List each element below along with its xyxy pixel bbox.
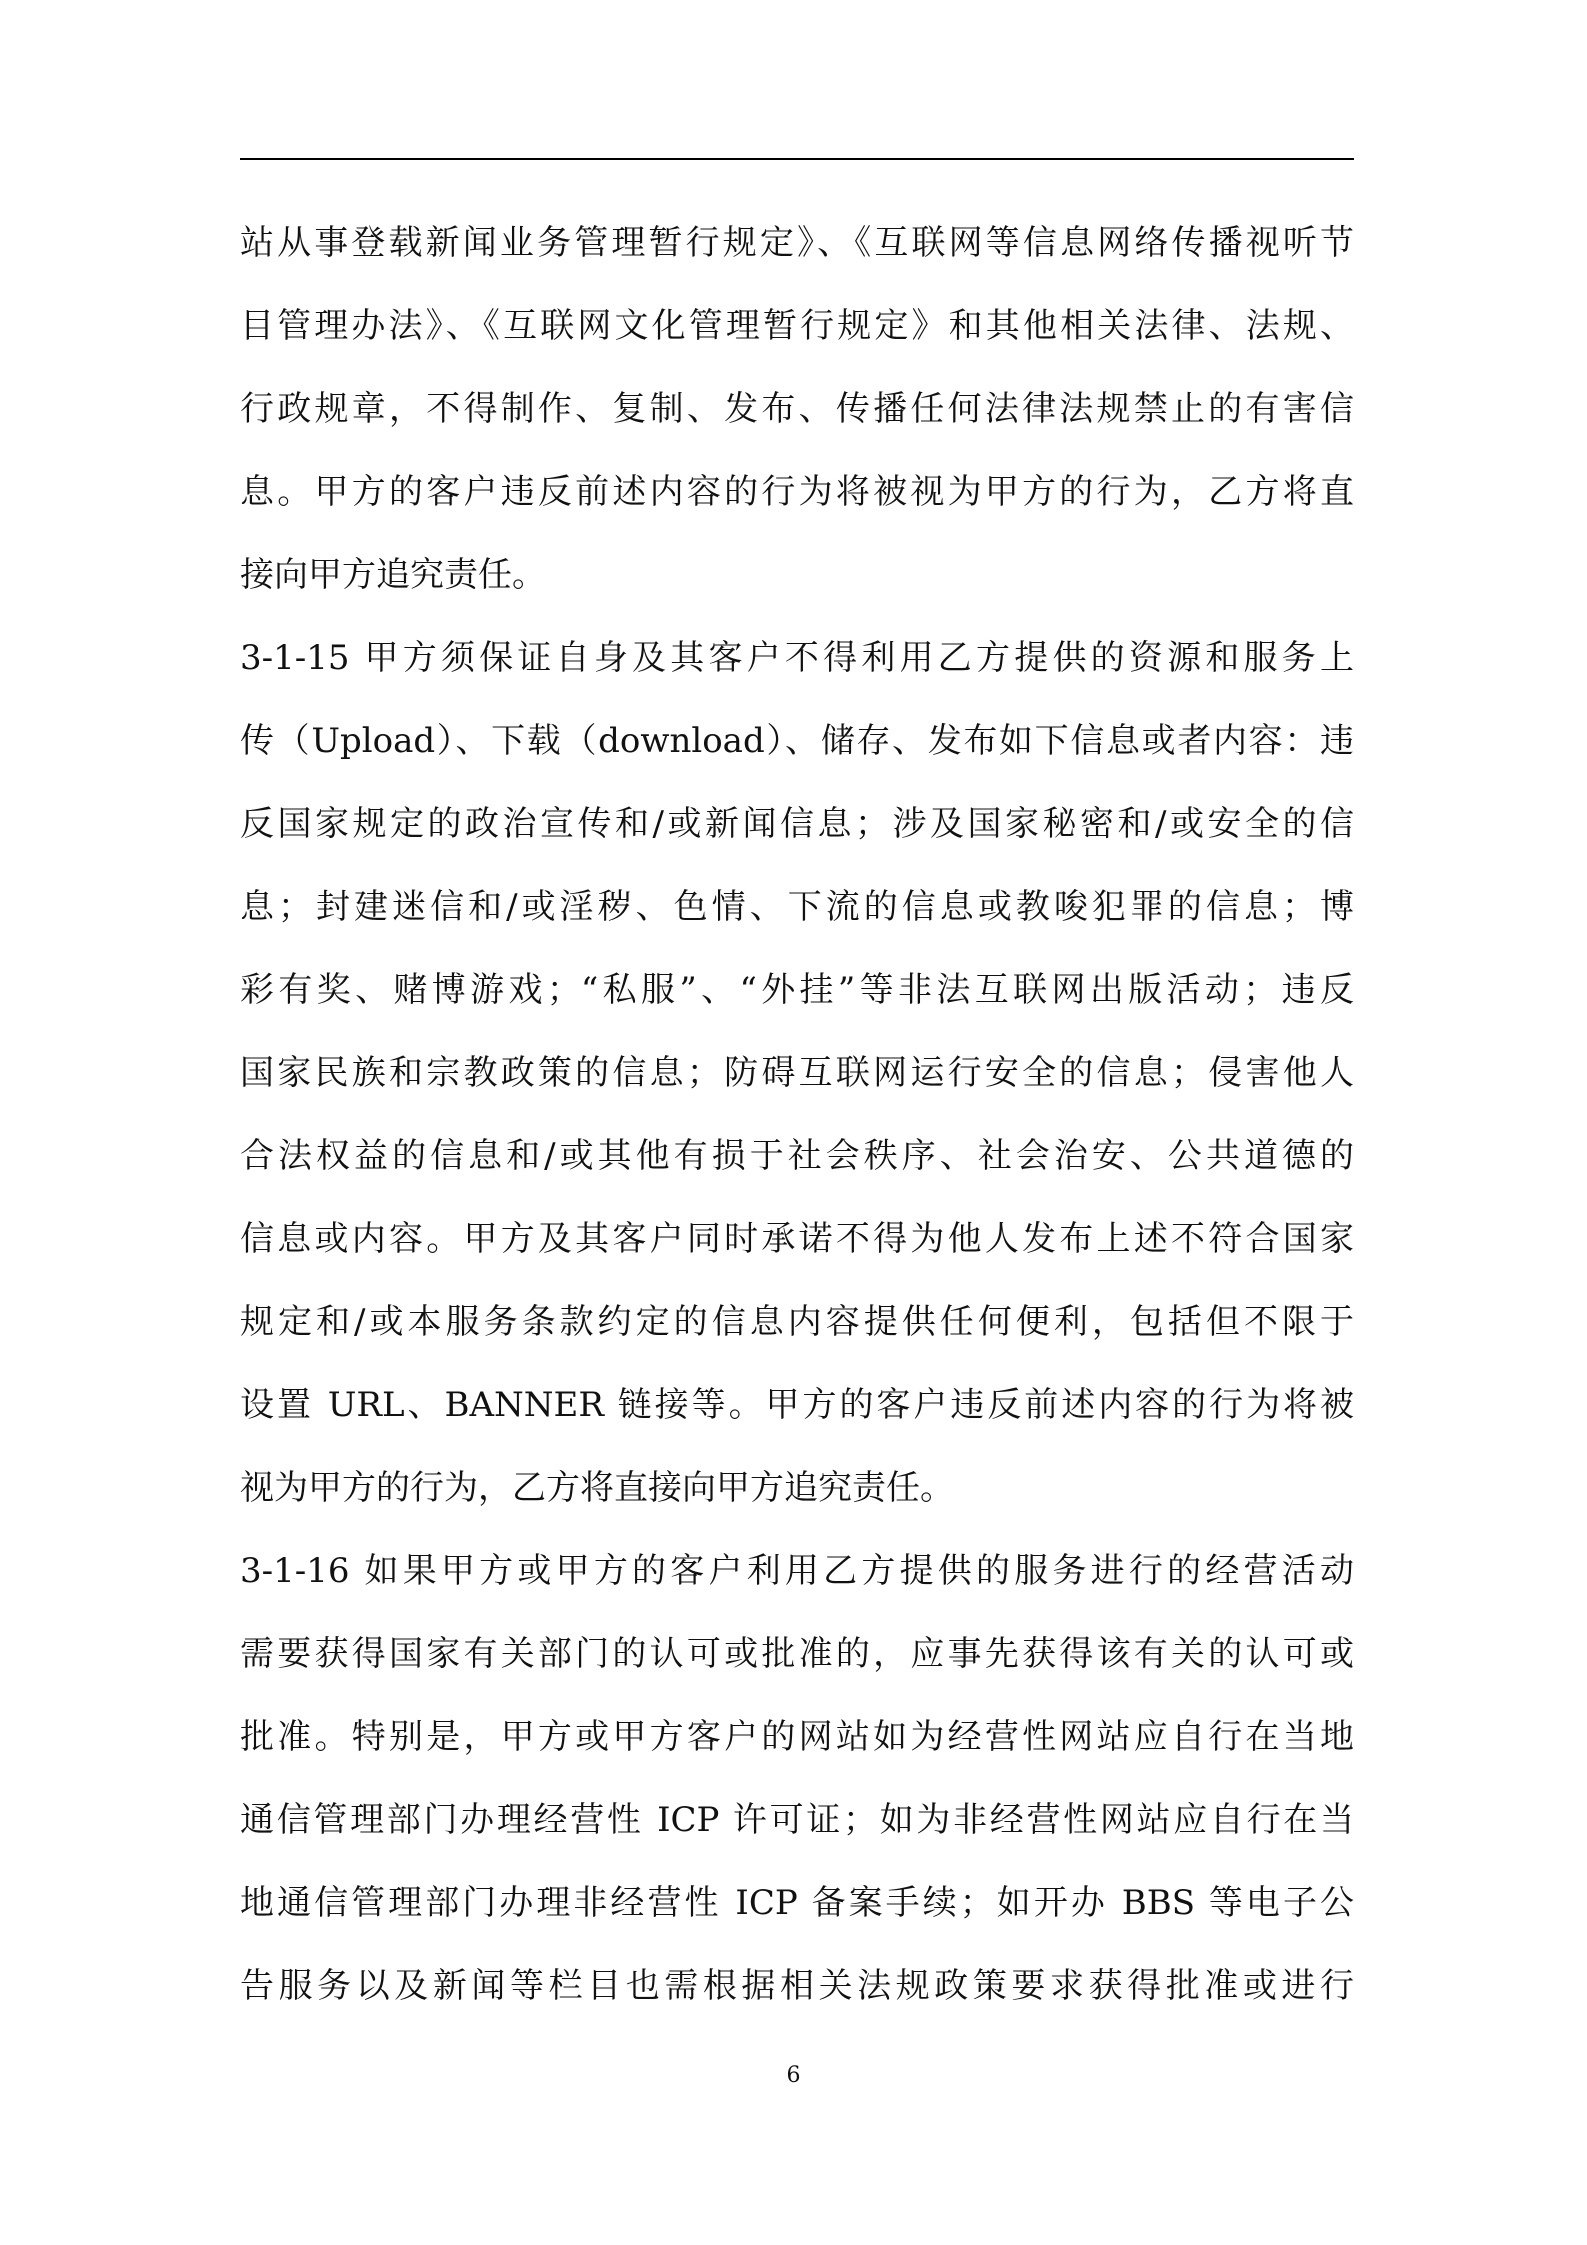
text-line: 国家民族和宗教政策的信息；防碍互联网运行安全的信息；侵害他人 [240, 1053, 1354, 1093]
text-line: 站从事登载新闻业务管理暂行规定》、《互联网等信息网络传播视听节 [240, 223, 1354, 263]
text-line: 3-1-15 甲方须保证自身及其客户不得利用乙方提供的资源和服务上 [240, 638, 1354, 678]
text-line: 彩有奖、赌博游戏；“私服”、“外挂”等非法互联网出版活动；违反 [240, 970, 1354, 1010]
text-line: 设置 URL、BANNER 链接等。甲方的客户违反前述内容的行为将被 [240, 1385, 1354, 1425]
text-line: 息。甲方的客户违反前述内容的行为将被视为甲方的行为，乙方将直 [240, 472, 1354, 512]
text-line: 行政规章，不得制作、复制、发布、传播任何法律法规禁止的有害信 [240, 389, 1354, 429]
text-line: 通信管理部门办理经营性 ICP 许可证；如为非经营性网站应自行在当 [240, 1800, 1354, 1840]
text-line: 告服务以及新闻等栏目也需根据相关法规政策要求获得批准或进行 [240, 1966, 1354, 2006]
page-number: 6 [786, 2063, 801, 2088]
text-line: 信息或内容。甲方及其客户同时承诺不得为他人发布上述不符合国家 [240, 1219, 1354, 1259]
text-line: 传（Upload）、下载（download）、储存、发布如下信息或者内容：违 [240, 721, 1354, 761]
text-line: 批准。特别是，甲方或甲方客户的网站如为经营性网站应自行在当地 [240, 1717, 1354, 1757]
text-line: 需要获得国家有关部门的认可或批准的，应事先获得该有关的认可或 [240, 1634, 1354, 1674]
text-line: 反国家规定的政治宣传和/或新闻信息；涉及国家秘密和/或安全的信 [240, 804, 1354, 844]
text-line: 合法权益的信息和/或其他有损于社会秩序、社会治安、公共道德的 [240, 1136, 1354, 1176]
header-rule [240, 158, 1354, 160]
text-line: 接向甲方追究责任。 [240, 555, 546, 595]
text-line: 规定和/或本服务条款约定的信息内容提供任何便利，包括但不限于 [240, 1302, 1354, 1342]
text-line: 息；封建迷信和/或淫秽、色情、下流的信息或教唆犯罪的信息；博 [240, 887, 1354, 927]
text-line: 目管理办法》、《互联网文化管理暂行规定》和其他相关法律、法规、 [240, 306, 1354, 346]
text-line: 地通信管理部门办理非经营性 ICP 备案手续；如开办 BBS 等电子公 [240, 1883, 1354, 1923]
text-line: 3-1-16 如果甲方或甲方的客户利用乙方提供的服务进行的经营活动 [240, 1551, 1354, 1591]
text-line: 视为甲方的行为，乙方将直接向甲方追究责任。 [240, 1468, 954, 1508]
